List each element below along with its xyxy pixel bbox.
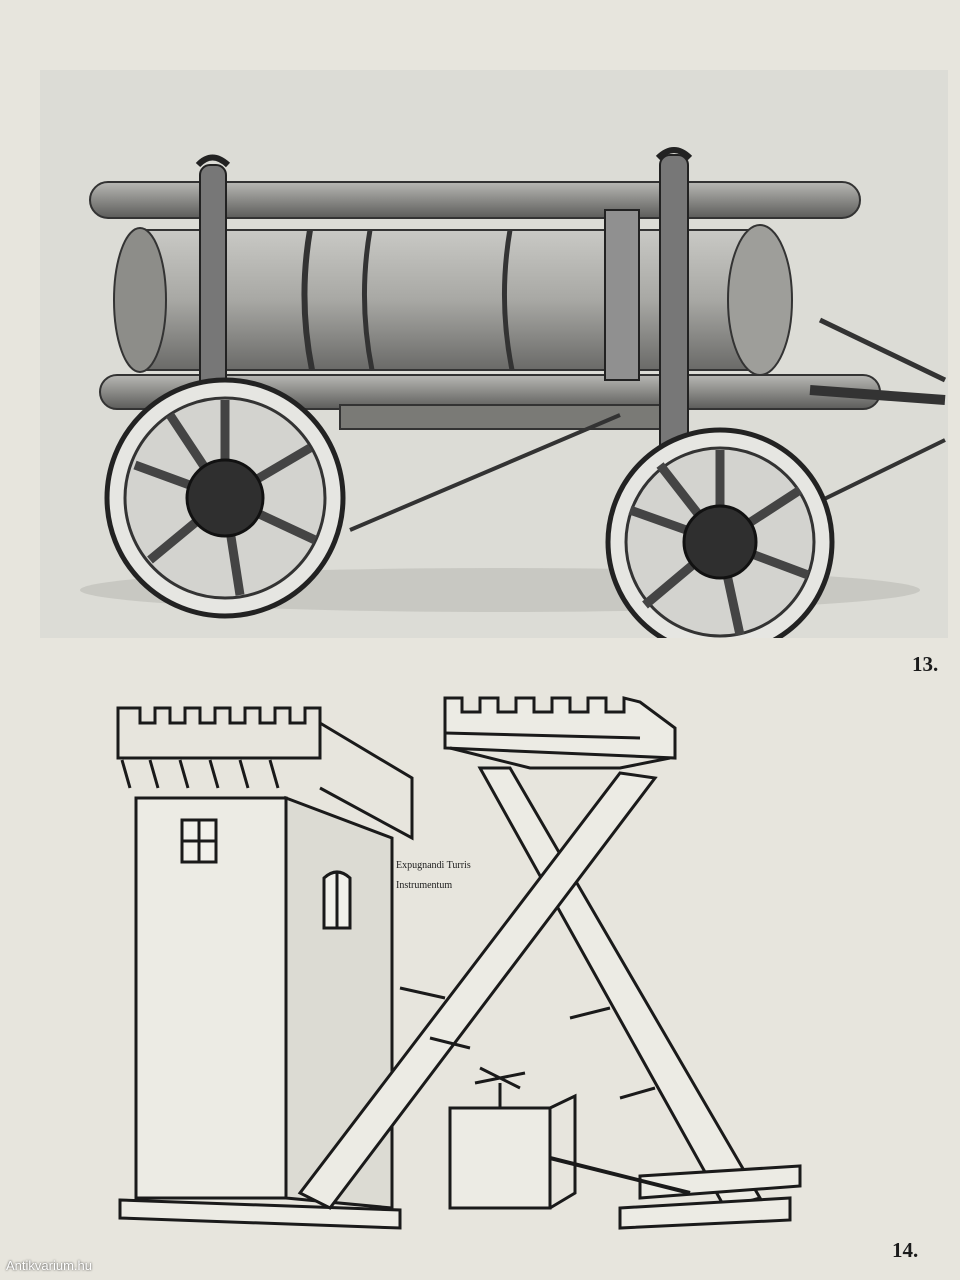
watermark: Antikvarium.hu xyxy=(6,1258,92,1273)
figure-14-caption: 14. xyxy=(892,1238,919,1262)
right-wheel xyxy=(608,430,832,638)
tower-label-line-2: Instrumentum xyxy=(396,880,453,891)
figure-13-caption: 13. xyxy=(912,652,939,676)
siege-tower-icon xyxy=(100,688,820,1250)
tower-label-line-1: Expugnandi Turris xyxy=(396,860,471,871)
left-wheel xyxy=(107,380,343,616)
figure-14-siege-tower-illustration xyxy=(100,688,820,1250)
figure-13-wagon-illustration xyxy=(40,70,948,638)
wagon-icon xyxy=(40,70,948,638)
